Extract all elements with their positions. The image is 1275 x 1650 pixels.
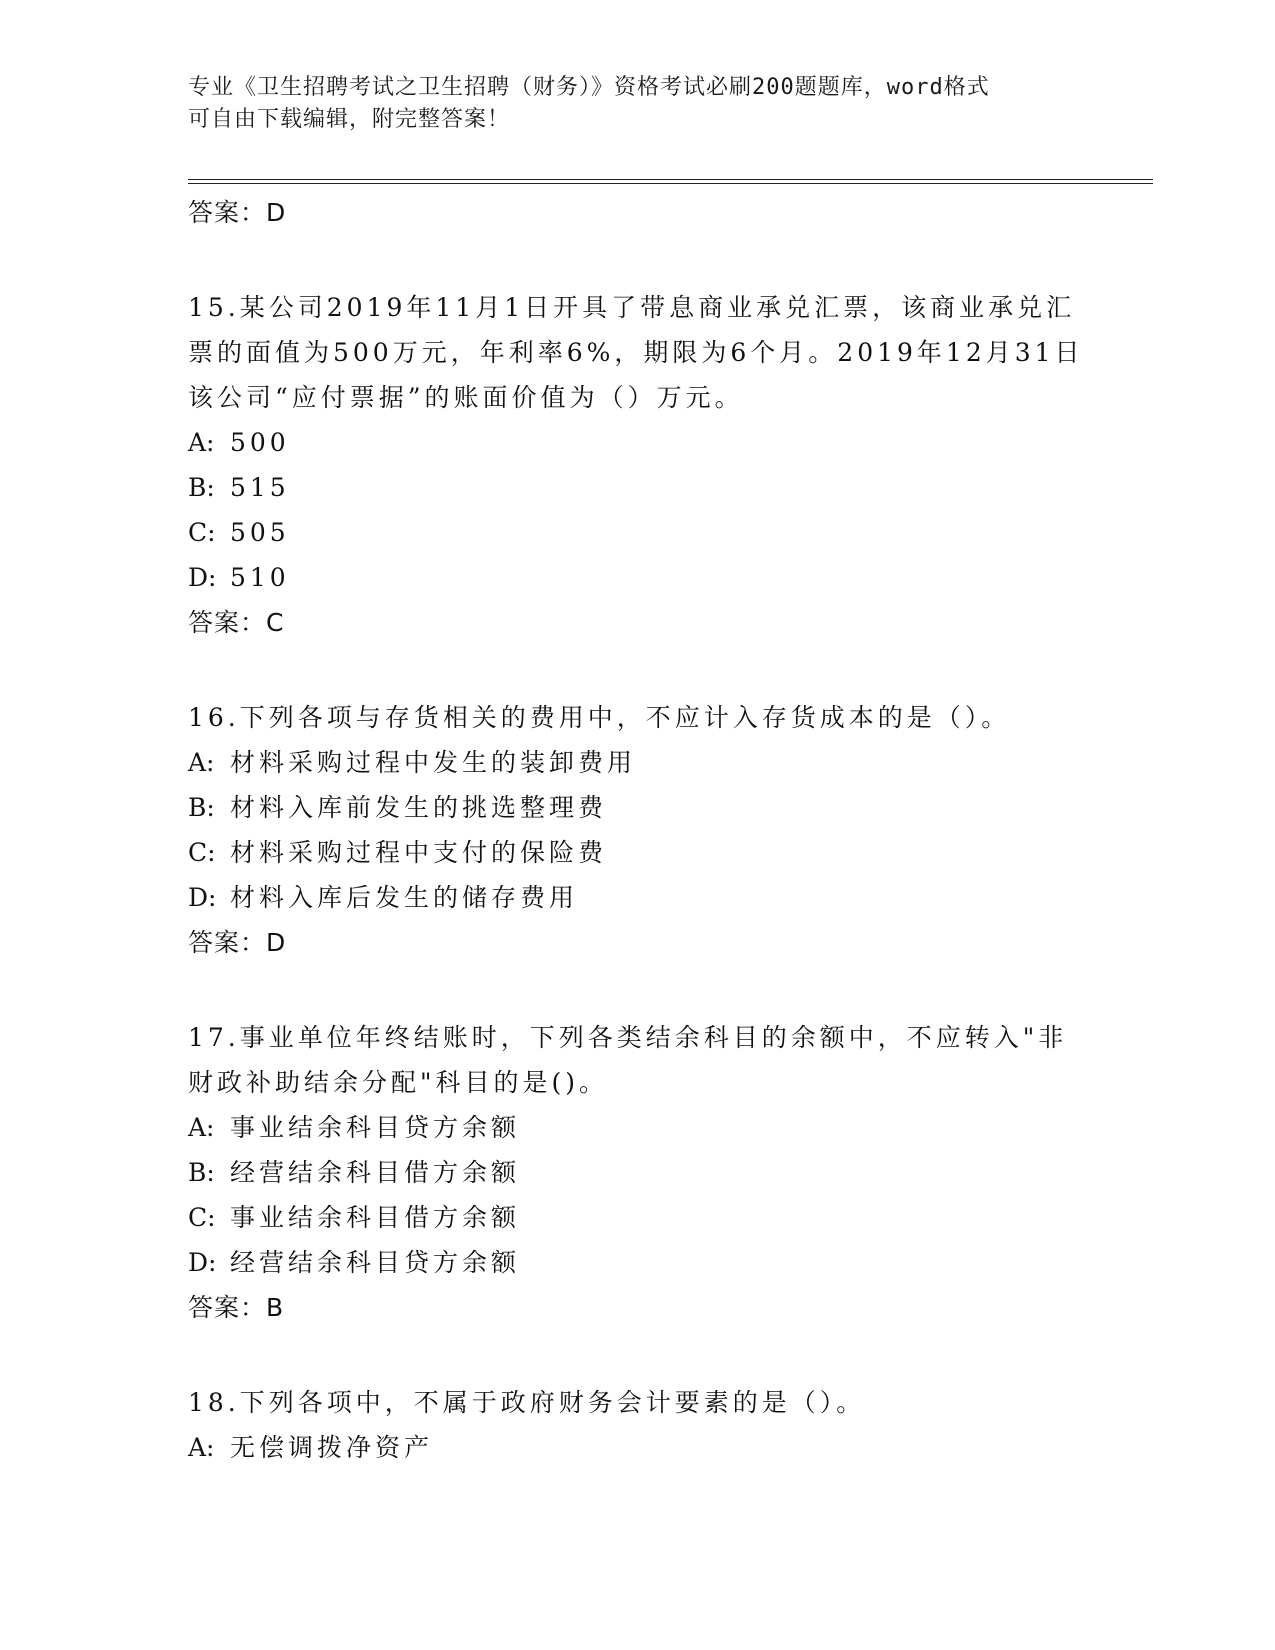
option-text: 材料入库后发生的储存费用 bbox=[230, 883, 579, 912]
question-text: 17.事业单位年终结账时，下列各类结余科目的余额中，不应转入"非 bbox=[188, 1023, 1068, 1052]
question-block bbox=[188, 1015, 1088, 1330]
option-label: C: bbox=[188, 1203, 216, 1232]
answer-option bbox=[188, 1150, 1088, 1195]
answer-option bbox=[188, 465, 1088, 510]
question-text: 16.下列各项与存货相关的费用中，不应计入存货成本的是（）。 bbox=[188, 703, 1011, 732]
answer-option bbox=[188, 1240, 1088, 1285]
answer-option bbox=[188, 555, 1088, 600]
option-text: 材料入库前发生的挑选整理费 bbox=[230, 793, 608, 822]
option-text: 500 bbox=[230, 428, 290, 457]
option-text: 经营结余科目借方余额 bbox=[230, 1158, 521, 1187]
answer-line: 答案：D bbox=[188, 928, 287, 957]
header-rule-second bbox=[188, 183, 1153, 184]
option-label: D: bbox=[188, 1248, 217, 1277]
answer-line: 答案：B bbox=[188, 1293, 285, 1322]
option-label: A: bbox=[188, 748, 215, 777]
option-text: 材料采购过程中发生的装卸费用 bbox=[230, 748, 637, 777]
option-label: D: bbox=[188, 563, 217, 592]
option-label: B: bbox=[188, 793, 215, 822]
option-text: 无偿调拨净资产 bbox=[230, 1433, 434, 1462]
answer-option bbox=[188, 1425, 1088, 1470]
header-line-2: 可自由下载编辑，附完整答案！ bbox=[188, 107, 511, 132]
option-text: 515 bbox=[230, 473, 290, 502]
option-text: 510 bbox=[230, 563, 290, 592]
option-label: B: bbox=[188, 1158, 215, 1187]
option-label: A: bbox=[188, 1433, 215, 1462]
option-text: 505 bbox=[230, 518, 290, 547]
option-label: A: bbox=[188, 1113, 215, 1142]
document-body bbox=[188, 190, 1088, 1470]
option-text: 经营结余科目贷方余额 bbox=[230, 1248, 521, 1277]
answer-option bbox=[188, 740, 1088, 785]
answer-option bbox=[188, 785, 1088, 830]
question-block bbox=[188, 285, 1088, 645]
question-text: 票的面值为500万元，年利率6%，期限为6个月。2019年12月31日 bbox=[188, 338, 1084, 367]
header-line-1: 专业《卫生招聘考试之卫生招聘（财务）》资格考试必刷200题题库，word格式 bbox=[188, 75, 990, 100]
option-label: B: bbox=[188, 473, 215, 502]
option-text: 事业结余科目借方余额 bbox=[230, 1203, 521, 1232]
document-header bbox=[188, 72, 1068, 136]
answer-option bbox=[188, 420, 1088, 465]
option-label: A: bbox=[188, 428, 215, 457]
answer-line: 答案：D bbox=[188, 198, 287, 227]
option-label: D: bbox=[188, 883, 217, 912]
answer-option bbox=[188, 1195, 1088, 1240]
answer-option bbox=[188, 830, 1088, 875]
question-text: 15.某公司2019年11月1日开具了带息商业承兑汇票，该商业承兑汇 bbox=[188, 293, 1076, 322]
option-label: C: bbox=[188, 518, 216, 547]
question-text: 财政补助结余分配"科目的是()。 bbox=[188, 1068, 609, 1097]
option-text: 材料采购过程中支付的保险费 bbox=[230, 838, 608, 867]
option-text: 事业结余科目贷方余额 bbox=[230, 1113, 521, 1142]
question-block bbox=[188, 695, 1088, 965]
question-text: 18.下列各项中，不属于政府财务会计要素的是（）。 bbox=[188, 1388, 866, 1417]
answer-option bbox=[188, 875, 1088, 920]
option-label: C: bbox=[188, 838, 216, 867]
question-block bbox=[188, 1380, 1088, 1470]
header-rule bbox=[188, 179, 1153, 180]
question-text: 该公司“应付票据”的账面价值为（）万元。 bbox=[188, 383, 744, 412]
answer-line: 答案：C bbox=[188, 608, 285, 637]
answer-option bbox=[188, 510, 1088, 555]
answer-option bbox=[188, 1105, 1088, 1150]
